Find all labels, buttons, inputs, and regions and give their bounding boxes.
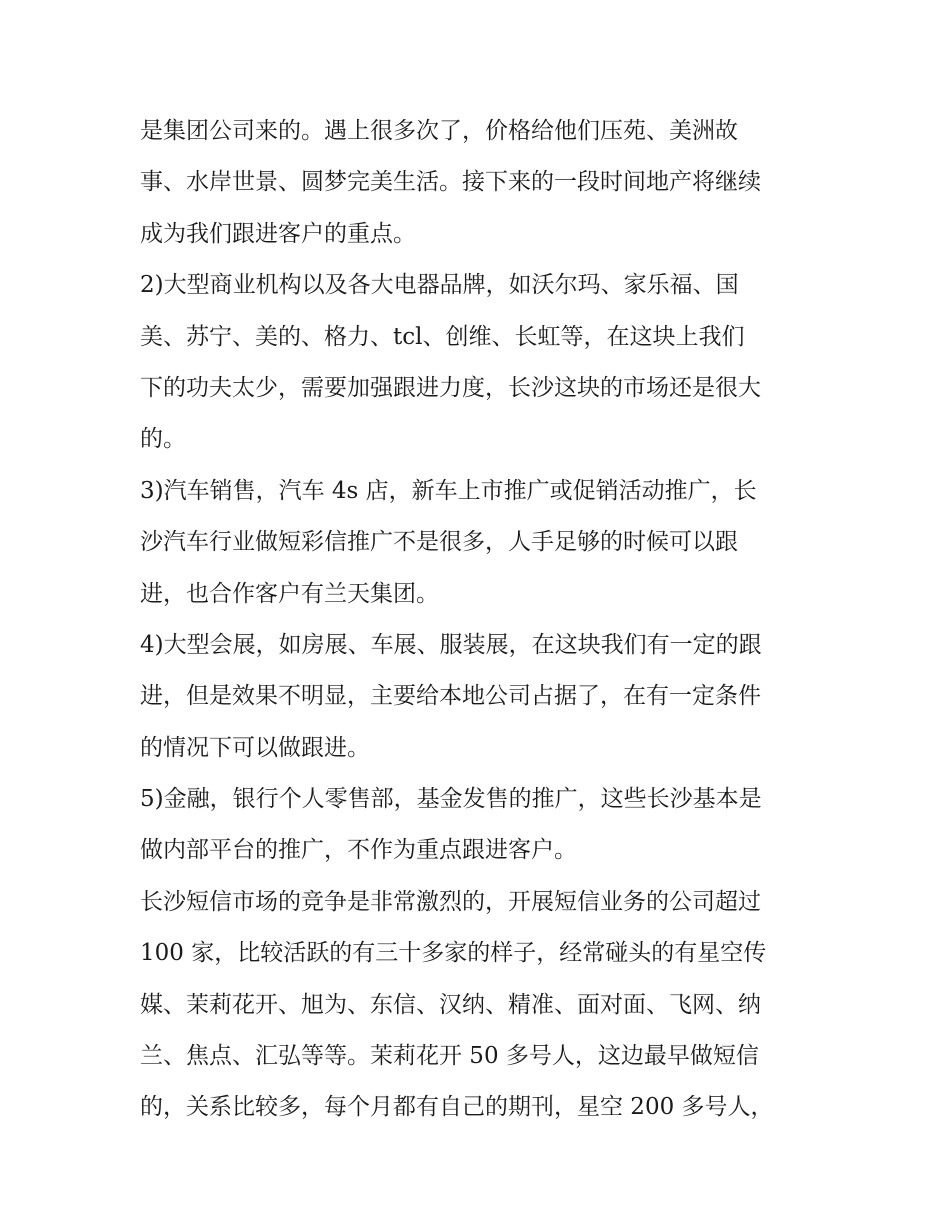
text-line: 下的功夫太少，需要加强跟进力度，长沙这块的市场还是很大 xyxy=(140,374,761,401)
text-line: 3)汽车销售，汽车 4s 店，新车上市推广或促销活动推广，长 xyxy=(140,477,757,504)
text-line: 2)大型商业机构以及各大电器品牌，如沃尔玛、家乐福、国 xyxy=(140,272,739,299)
text-line: 兰、焦点、汇弘等等。茉莉花开 50 多号人，这边最早做短信 xyxy=(140,1043,759,1070)
text-line: 进，但是效果不明显，主要给本地公司占据了，在有一定条件 xyxy=(140,683,761,710)
text-line: 的，关系比较多，每个月都有自己的期刊，星空 200 多号人， xyxy=(140,1094,774,1121)
text-line: 的。 xyxy=(140,426,186,453)
text-line: 进，也合作客户有兰天集团。 xyxy=(140,580,439,607)
text-line: 长沙短信市场的竞争是非常激烈的，开展短信业务的公司超过 xyxy=(140,888,761,915)
text-line: 美、苏宁、美的、格力、tcl、创维、长虹等，在这块上我们 xyxy=(140,323,745,350)
text-line: 的情况下可以做跟进。 xyxy=(140,734,370,761)
text-line: 做内部平台的推广，不作为重点跟进客户。 xyxy=(140,837,577,864)
body-text xyxy=(140,106,820,1134)
text-line: 是集团公司来的。遇上很多次了，价格给他们压苑、美洲故 xyxy=(140,118,738,144)
text-line: 成为我们跟进客户的重点。 xyxy=(140,220,416,247)
text-line: 事、水岸世景、圆梦完美生活。接下来的一段时间地产将继续 xyxy=(140,169,761,196)
text-line: 4)大型会展，如房展、车展、服装展，在这块我们有一定的跟 xyxy=(140,631,762,658)
text-line: 沙汽车行业做短彩信推广不是很多，人手足够的时候可以跟 xyxy=(140,529,738,556)
text-line: 100 家，比较活跃的有三十多家的样子，经常碰头的有星空传 xyxy=(140,940,767,967)
text-line: 5)金融，银行个人零售部，基金发售的推广，这些长沙基本是 xyxy=(140,786,762,813)
text-line: 媒、茉莉花开、旭为、东信、汉纳、精准、面对面、飞网、纳 xyxy=(140,991,761,1018)
